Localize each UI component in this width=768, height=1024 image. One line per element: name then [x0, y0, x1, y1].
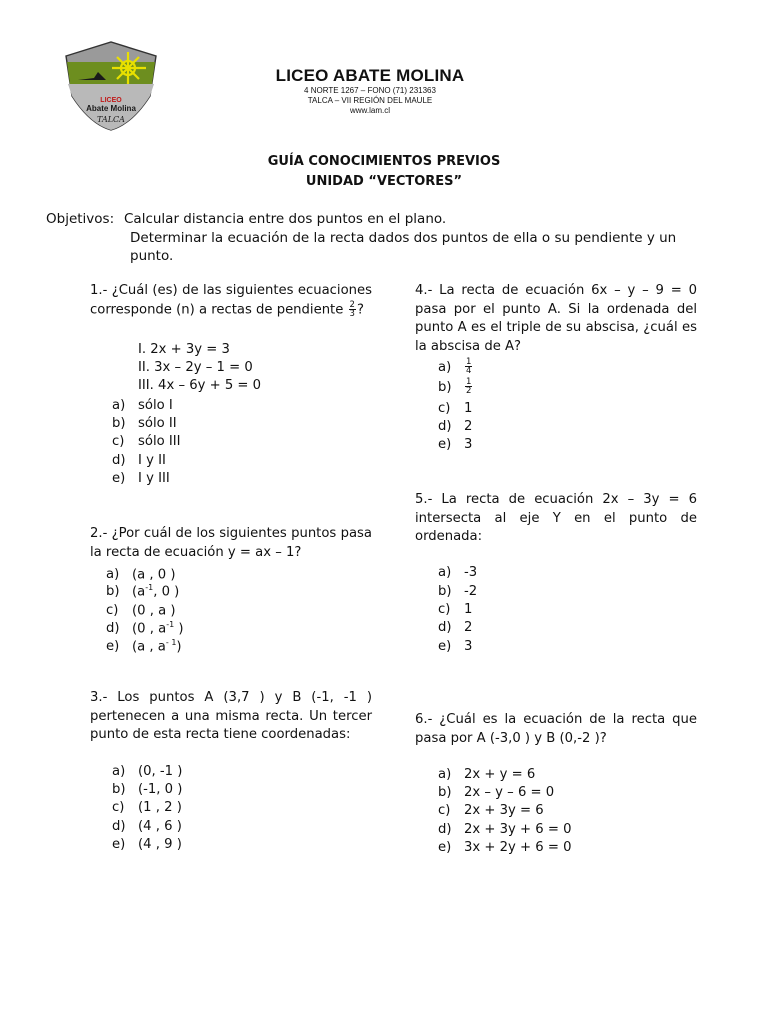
question-4: 4.- La recta de ecuación 6x – y – 9 = 0 pasa por el punto A. Si la ordenada del punto A es el triple de su abscisa, ¿cuál es la abscisa de A?	[415, 283, 697, 354]
option-letter: d)	[112, 453, 126, 468]
fraction-one-fourth	[465, 358, 472, 375]
q1-option-b	[112, 415, 177, 433]
option-text: 2	[464, 419, 473, 434]
option-text: -3	[464, 565, 478, 580]
option-letter: b)	[112, 782, 126, 797]
q3-option-e	[112, 836, 182, 854]
fraction-numerator: 1	[466, 377, 472, 387]
option-letter: a)	[112, 398, 126, 413]
q3-option-c	[112, 799, 182, 817]
option-letter: d)	[438, 419, 452, 434]
option-text: (-1, 0 )	[138, 782, 183, 797]
option-text: (0 , a	[132, 621, 167, 637]
q2-option-e	[106, 634, 182, 657]
option-letter: c)	[438, 602, 451, 617]
option-text: (4 , 9 )	[138, 837, 182, 852]
option-text: 3	[464, 639, 473, 654]
q4-option-e	[438, 436, 472, 454]
question-3: 3.- Los puntos A (3,7 ) y B (-1, -1 ) pertenecen a una misma recta. Un tercer punto de esta recta tiene coordenadas:	[90, 690, 372, 742]
q4-option-d	[438, 418, 472, 436]
q5-option-e	[438, 638, 472, 656]
fraction-denominator: 2	[466, 386, 472, 396]
logo-text-liceo: LICEO	[100, 97, 122, 104]
option-text: 2	[464, 620, 473, 635]
question-5: 5.- La recta de ecuación 2x – 3y = 6 intersecta al eje Y en el punto de ordenada:	[415, 492, 697, 544]
q6-option-b	[438, 784, 554, 802]
q1-option-e	[112, 470, 170, 488]
option-letter: a)	[112, 764, 126, 779]
option-text: 2x + 3y + 6 = 0	[464, 822, 572, 837]
question-1-text: 1.- ¿Cuál (es) de las siguientes ecuaciones corresponde (n) a rectas de pendiente	[90, 283, 372, 317]
q1-option-d	[112, 452, 166, 470]
q5-option-a	[438, 564, 477, 582]
option-letter: b)	[438, 785, 452, 800]
option-letter: e)	[438, 639, 452, 654]
option-letter: e)	[106, 639, 120, 655]
question-1	[90, 282, 372, 320]
q6-option-a	[438, 766, 535, 784]
option-text: 2x – y – 6 = 0	[464, 785, 555, 800]
option-text: sólo III	[138, 434, 181, 449]
option-text-end: )	[176, 639, 182, 655]
option-text: (0 , a )	[132, 603, 176, 619]
q4-option-b	[438, 378, 473, 397]
q6-option-e	[438, 839, 571, 857]
option-letter: a)	[106, 567, 120, 583]
option-letter: e)	[438, 437, 452, 452]
option-text: 2x + y = 6	[464, 767, 536, 782]
option-text: 3	[464, 437, 473, 452]
option-text: 1	[464, 602, 473, 617]
option-letter: e)	[438, 840, 452, 855]
option-text-end: )	[174, 621, 184, 637]
logo-text-city: TALCA	[97, 115, 125, 124]
school-name: LICEO ABATE MOLINA	[275, 66, 465, 85]
option-text: (4 , 6 )	[138, 819, 182, 834]
fraction-denominator: 3	[349, 308, 355, 319]
option-letter: b)	[438, 584, 452, 599]
option-text: (a , 0 )	[132, 567, 176, 583]
option-superscript: -1	[166, 620, 175, 629]
option-superscript: -1	[145, 583, 154, 592]
option-letter: b)	[438, 379, 452, 395]
option-letter: c)	[106, 603, 119, 619]
objective-2-line1: Determinar la ecuación de la recta dados dos puntos de ella o su pendiente y un	[130, 230, 677, 246]
q6-option-c	[438, 802, 544, 820]
option-letter: b)	[106, 584, 120, 600]
school-website: www.lam.cl	[349, 106, 390, 115]
option-text: I y II	[138, 453, 166, 468]
option-letter: c)	[112, 434, 125, 449]
option-text: 2x + 3y = 6	[464, 803, 544, 818]
option-superscript: - 1	[165, 638, 177, 647]
option-letter: e)	[112, 837, 126, 852]
option-text: sólo II	[138, 416, 177, 431]
logo-text-name: Abate Molina	[86, 104, 136, 113]
school-logo	[60, 40, 162, 132]
q6-option-d	[438, 821, 571, 839]
school-address: 4 NORTE 1267 – FONO (71) 231363	[304, 86, 436, 95]
objectives-label: Objetivos:	[46, 211, 115, 227]
q3-option-b	[112, 781, 182, 799]
option-letter: c)	[438, 803, 451, 818]
option-text: sólo I	[138, 398, 173, 413]
question-1-end: ?	[356, 302, 364, 317]
q1-statement-3: III. 4x – 6y + 5 = 0	[138, 378, 262, 393]
option-text: -2	[464, 584, 478, 599]
q4-option-a	[438, 358, 473, 377]
q5-option-b	[438, 583, 477, 601]
q4-option-c	[438, 400, 472, 418]
objective-2-line2: punto.	[130, 248, 174, 264]
objective-1: Calcular distancia entre dos puntos en el plano.	[124, 211, 447, 227]
question-6: 6.- ¿Cuál es la ecuación de la recta que pasa por A (-3,0 ) y B (0,-2 )?	[415, 712, 697, 746]
school-header	[240, 66, 500, 116]
option-text: (a , a	[132, 639, 166, 655]
option-letter: d)	[438, 822, 452, 837]
fraction-numerator: 2	[349, 299, 355, 310]
school-city: TALCA – VII REGIÓN DEL MAULE	[307, 96, 433, 105]
option-letter: d)	[438, 620, 452, 635]
guide-title: GUÍA CONOCIMIENTOS PREVIOS	[267, 154, 501, 169]
option-letter: c)	[112, 800, 125, 815]
objective-2	[130, 229, 700, 265]
option-letter: d)	[106, 621, 120, 637]
option-letter: b)	[112, 416, 126, 431]
option-letter: d)	[112, 819, 126, 834]
option-letter: a)	[438, 767, 452, 782]
q1-option-c	[112, 433, 181, 451]
option-text: 3x + 2y + 6 = 0	[464, 840, 572, 855]
q1-statement-2: II. 3x – 2y – 1 = 0	[138, 360, 253, 375]
option-text: (1 , 2 )	[138, 800, 182, 815]
fraction-denominator: 4	[466, 366, 472, 376]
fraction-two-thirds	[349, 301, 356, 318]
q1-option-a	[112, 397, 173, 415]
option-letter: e)	[112, 471, 126, 486]
option-text: (0, -1 )	[138, 764, 183, 779]
fraction-one-half	[465, 378, 472, 395]
question-2: 2.- ¿Por cuál de los siguientes puntos pasa la recta de ecuación y = ax – 1?	[90, 526, 372, 560]
option-text: (a	[132, 584, 146, 600]
q5-option-d	[438, 619, 472, 637]
q3-option-d	[112, 818, 182, 836]
q5-option-c	[438, 601, 472, 619]
fraction-numerator: 1	[466, 357, 472, 367]
option-text: I y III	[138, 471, 170, 486]
option-letter: a)	[438, 565, 452, 580]
q3-option-a	[112, 763, 182, 781]
option-letter: a)	[438, 359, 452, 375]
option-text-end: , 0 )	[153, 584, 180, 600]
unit-title: UNIDAD “VECTORES”	[305, 174, 463, 189]
option-letter: c)	[438, 401, 451, 416]
q1-statement-1: I. 2x + 3y = 3	[138, 342, 230, 357]
option-text: 1	[464, 401, 473, 416]
